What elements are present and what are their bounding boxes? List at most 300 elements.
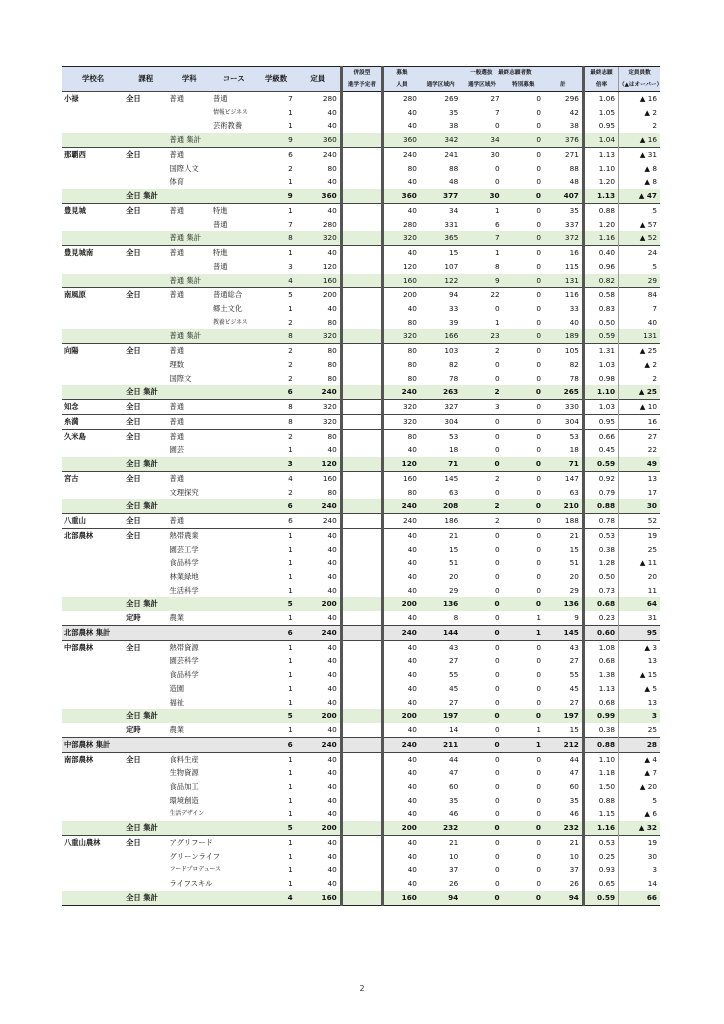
- cell-recruit: 40: [383, 611, 420, 625]
- cell-joint: [341, 119, 382, 133]
- cell-total: 55: [569, 670, 579, 680]
- cell-course2: [211, 471, 257, 485]
- cell-course: 全日: [124, 752, 167, 766]
- cell-course: 全日: [124, 528, 167, 542]
- cell-special: 0: [503, 329, 544, 343]
- cell-capacity: 80: [327, 359, 337, 369]
- cell-classes: 1: [288, 304, 293, 314]
- cell-capacity: 320: [296, 400, 342, 415]
- cell-total: 105: [544, 344, 583, 358]
- cell-school: 豊見城南: [62, 246, 124, 260]
- cell-school: 那覇西: [62, 147, 124, 161]
- cell-recruit: 80: [383, 162, 420, 176]
- cell-capacity: 40: [296, 835, 342, 849]
- cell-recruit: 200: [383, 709, 420, 723]
- cell-dept: 国際文: [169, 373, 192, 383]
- cell-ratio: 0.88: [583, 794, 618, 808]
- cell-vacancy: 31: [619, 611, 660, 625]
- cell-course: 全日: [124, 429, 167, 443]
- cell-recruit: 160: [383, 274, 420, 288]
- cell-vacancy: 19: [619, 528, 660, 542]
- cell-course: [124, 175, 167, 189]
- cell-school: [62, 807, 124, 821]
- subtotal-row: [62, 385, 660, 399]
- cell-ratio: 1.15: [583, 807, 618, 821]
- admissions-table: [62, 66, 663, 906]
- cell-in-district: 15: [420, 246, 461, 260]
- cell-course: [124, 133, 167, 147]
- cell-classes: 1: [288, 725, 293, 735]
- cell-recruit: 40: [383, 203, 420, 217]
- cell-out-district: 23: [461, 329, 502, 343]
- cell-course: 全日 集計: [124, 597, 167, 611]
- cell-ratio: 0.65: [583, 877, 618, 891]
- cell-recruit: 280: [383, 92, 420, 106]
- table-row: [62, 316, 660, 330]
- cell-course: 全日: [124, 471, 167, 485]
- cell-dept: 普通 集計: [168, 274, 211, 288]
- cell-capacity: 200: [296, 709, 342, 723]
- cell-total: 46: [569, 809, 579, 819]
- cell-school: [62, 850, 124, 864]
- cell-special: 0: [503, 231, 544, 245]
- cell-course: 全日: [124, 414, 167, 429]
- cell-joint: [341, 162, 382, 176]
- cell-recruit: 320: [383, 231, 420, 245]
- cell-out-district: 0: [494, 544, 500, 554]
- cell-classes: 3: [256, 457, 295, 471]
- cell-dept: [168, 499, 211, 513]
- cell-joint: [341, 443, 382, 457]
- cell-joint: [341, 640, 382, 654]
- cell-in-district: 377: [420, 189, 461, 203]
- cell-special: 0: [536, 373, 541, 383]
- cell-ratio: 0.93: [583, 863, 618, 877]
- cell-dept: 生活デザイン: [169, 810, 204, 818]
- cell-out-district: 0: [494, 851, 500, 861]
- subtotal-row: [62, 274, 660, 288]
- cell-classes: 8: [256, 329, 295, 343]
- cell-course: 全日: [124, 514, 167, 529]
- cell-joint: [341, 780, 382, 794]
- table-row: [62, 471, 660, 485]
- cell-recruit: 320: [383, 329, 420, 343]
- cell-course: [124, 443, 167, 457]
- cell-out-district: 1: [494, 317, 500, 327]
- cell-ratio: 0.95: [583, 119, 618, 133]
- header-joint-top: 併設型: [341, 67, 382, 80]
- subtotal-row: [62, 231, 660, 245]
- header-recruit-top: 募集: [383, 67, 420, 80]
- cell-recruit: 80: [383, 429, 420, 443]
- cell-course2: [211, 147, 257, 161]
- cell-out-district: 0: [461, 891, 502, 905]
- cell-course2: [211, 780, 257, 794]
- table-row: [62, 584, 660, 598]
- cell-dept: アグリフード: [168, 835, 211, 849]
- cell-ratio: 0.53: [583, 835, 618, 849]
- cell-in-district: 55: [448, 670, 459, 680]
- cell-capacity: 40: [327, 585, 337, 595]
- table-row: [62, 358, 660, 372]
- cell-capacity: 40: [327, 809, 337, 819]
- school-total-row: [62, 737, 660, 752]
- cell-course: [124, 274, 167, 288]
- cell-vacancy: 84: [619, 288, 660, 302]
- cell-special: 0: [536, 656, 541, 666]
- cell-dept: 普通: [168, 92, 211, 106]
- cell-in-district: 88: [448, 163, 459, 173]
- cell-out-district: 0: [494, 795, 500, 805]
- cell-out-district: 0: [461, 457, 502, 471]
- cell-in-district: 94: [420, 891, 461, 905]
- cell-in-district: 38: [448, 121, 459, 131]
- cell-course: [124, 231, 167, 245]
- cell-school: [62, 119, 124, 133]
- cell-joint: [341, 709, 382, 723]
- cell-joint: [341, 260, 382, 274]
- cell-capacity: 200: [296, 597, 342, 611]
- cell-dept: 普通: [168, 288, 211, 302]
- cell-special: 0: [503, 640, 544, 654]
- cell-vacancy: 7: [619, 302, 660, 316]
- cell-in-district: 21: [420, 528, 461, 542]
- table-row: [62, 443, 660, 457]
- cell-classes: 2: [288, 359, 293, 369]
- cell-in-district: 33: [448, 304, 459, 314]
- subtotal-row: [62, 891, 660, 905]
- cell-dept: 園芸工学: [169, 544, 199, 554]
- cell-dept: 普通: [168, 147, 211, 161]
- cell-ratio: 1.13: [583, 682, 618, 696]
- cell-classes: 1: [288, 795, 293, 805]
- cell-ratio: 0.40: [583, 246, 618, 260]
- cell-ratio: 0.60: [583, 625, 618, 640]
- cell-school: [62, 556, 124, 570]
- cell-special: 0: [536, 177, 541, 187]
- cell-vacancy: ▲ 31: [619, 147, 660, 161]
- cell-school: [62, 584, 124, 598]
- cell-course: [124, 877, 167, 891]
- cell-recruit: 40: [383, 556, 420, 570]
- cell-school: [62, 543, 124, 557]
- cell-school: [62, 794, 124, 808]
- cell-special: 0: [536, 781, 541, 791]
- cell-out-district: 0: [461, 835, 502, 849]
- cell-course: 全日: [124, 400, 167, 415]
- cell-recruit: 40: [383, 877, 420, 891]
- cell-school: [62, 231, 124, 245]
- cell-classes: 1: [288, 851, 293, 861]
- cell-joint: [341, 189, 382, 203]
- header-vacancy-bottom: （▲はオーバー）: [619, 79, 660, 92]
- cell-course2: 情報ビジネス: [212, 108, 248, 116]
- cell-dept: 国際人文: [169, 163, 199, 173]
- header-course2: コース: [211, 67, 257, 92]
- cell-classes: 5: [256, 597, 295, 611]
- cell-dept: 普通: [168, 400, 211, 415]
- cell-joint: [341, 611, 382, 625]
- cell-joint: [341, 863, 382, 877]
- cell-special: 0: [536, 851, 541, 861]
- cell-course: 全日 集計: [124, 457, 167, 471]
- cell-dept: 熱帯農業: [168, 528, 211, 542]
- cell-school: [62, 611, 124, 625]
- cell-in-district: 122: [420, 274, 461, 288]
- cell-total: 48: [569, 177, 579, 187]
- cell-in-district: 35: [448, 107, 459, 117]
- table-row: [62, 766, 660, 780]
- cell-total: 147: [544, 471, 583, 485]
- cell-classes: 1: [288, 613, 293, 623]
- cell-recruit: 40: [383, 543, 420, 557]
- cell-ratio: 0.68: [583, 597, 618, 611]
- cell-ratio: 0.50: [583, 570, 618, 584]
- cell-school: [62, 766, 124, 780]
- cell-capacity: 40: [296, 203, 342, 217]
- cell-dept: 環境創造: [169, 795, 199, 805]
- cell-school: [62, 709, 124, 723]
- cell-vacancy: ▲ 2: [619, 106, 660, 120]
- cell-school: [62, 162, 124, 176]
- cell-school: [62, 385, 124, 399]
- cell-school: [62, 302, 124, 316]
- cell-course2: 教養ビジネス: [212, 318, 248, 326]
- cell-total: 53: [544, 429, 583, 443]
- cell-ratio: 0.68: [583, 696, 618, 710]
- cell-dept: 食品加工: [169, 781, 199, 791]
- cell-course2: [211, 752, 257, 766]
- cell-classes: 3: [288, 261, 293, 271]
- cell-total: 271: [544, 147, 583, 161]
- cell-capacity: 40: [327, 781, 337, 791]
- table-row: [62, 528, 660, 542]
- cell-recruit: 40: [383, 584, 420, 598]
- cell-course2: [211, 835, 257, 849]
- cell-vacancy: 13: [619, 696, 660, 710]
- cell-course2: 特進: [211, 203, 257, 217]
- cell-total: 94: [544, 891, 583, 905]
- cell-special: 0: [503, 414, 544, 429]
- cell-joint: [341, 175, 382, 189]
- cell-school: 中部農林 集計: [62, 737, 124, 752]
- cell-out-district: 0: [494, 487, 500, 497]
- cell-course2: [211, 457, 257, 471]
- cell-course2: 普通: [211, 92, 257, 106]
- cell-in-district: 71: [420, 457, 461, 471]
- cell-joint: [341, 668, 382, 682]
- cell-course: [124, 372, 167, 386]
- cell-total: 10: [569, 851, 579, 861]
- cell-classes: 1: [288, 121, 293, 131]
- cell-joint: [341, 625, 382, 640]
- cell-course: [124, 358, 167, 372]
- cell-special: 0: [503, 344, 544, 358]
- cell-recruit: 40: [383, 302, 420, 316]
- cell-dept: [168, 737, 211, 752]
- cell-ratio: 1.50: [583, 780, 618, 794]
- cell-dept: 熱帯資源: [168, 640, 211, 654]
- cell-capacity: 40: [327, 445, 337, 455]
- cell-total: 43: [544, 640, 583, 654]
- cell-classes: 6: [256, 514, 295, 529]
- table-row: [62, 835, 660, 849]
- table-row: [62, 203, 660, 217]
- cell-classes: 6: [256, 625, 295, 640]
- cell-joint: [341, 400, 382, 415]
- cell-vacancy: ▲ 16: [619, 133, 660, 147]
- cell-course2: [211, 737, 257, 752]
- cell-course: [124, 780, 167, 794]
- cell-ratio: 0.73: [583, 584, 618, 598]
- cell-school: [62, 274, 124, 288]
- cell-total: 232: [544, 821, 583, 835]
- cell-total: 407: [544, 189, 583, 203]
- cell-dept: 普通 集計: [168, 231, 211, 245]
- cell-special: 0: [536, 107, 541, 117]
- cell-in-district: 94: [420, 288, 461, 302]
- subtotal-row: [62, 457, 660, 471]
- cell-vacancy: ▲ 20: [619, 780, 660, 794]
- cell-school: [62, 175, 124, 189]
- cell-total: 21: [544, 835, 583, 849]
- cell-vacancy: ▲ 25: [619, 385, 660, 399]
- subtotal-row: [62, 189, 660, 203]
- table-row: [62, 260, 660, 274]
- cell-total: 131: [544, 274, 583, 288]
- cell-classes: 1: [256, 246, 295, 260]
- cell-total: 71: [544, 457, 583, 471]
- cell-special: 0: [536, 697, 541, 707]
- cell-dept: フードプロデュース: [169, 866, 221, 874]
- cell-classes: 4: [256, 274, 295, 288]
- subtotal-row: [62, 329, 660, 343]
- cell-out-district: 0: [494, 359, 500, 369]
- cell-capacity: 200: [296, 821, 342, 835]
- admissions-table-sheet: [62, 66, 663, 906]
- cell-dept: 食品科学: [169, 670, 199, 680]
- cell-capacity: 160: [296, 274, 342, 288]
- cell-in-district: 78: [448, 373, 459, 383]
- cell-total: 63: [569, 487, 579, 497]
- cell-in-district: 211: [420, 737, 461, 752]
- table-row: [62, 556, 660, 570]
- cell-joint: [341, 274, 382, 288]
- cell-course2: 芸術教養: [212, 121, 243, 131]
- cell-capacity: 80: [327, 373, 337, 383]
- cell-recruit: 80: [383, 344, 420, 358]
- cell-special: 0: [536, 795, 541, 805]
- cell-in-district: 47: [448, 768, 459, 778]
- cell-in-district: 20: [448, 571, 459, 581]
- cell-special: 0: [536, 445, 541, 455]
- cell-capacity: 40: [327, 571, 337, 581]
- cell-capacity: 80: [296, 429, 342, 443]
- cell-capacity: 320: [296, 414, 342, 429]
- cell-ratio: 0.88: [583, 203, 618, 217]
- cell-joint: [341, 316, 382, 330]
- cell-dept: 文理探究: [169, 487, 199, 497]
- cell-special: 0: [503, 752, 544, 766]
- cell-school: 糸満: [62, 414, 124, 429]
- cell-ratio: 0.25: [583, 850, 618, 864]
- cell-special: 0: [503, 246, 544, 260]
- cell-special: 0: [536, 261, 541, 271]
- table-row: [62, 400, 660, 415]
- cell-course2: [211, 400, 257, 415]
- cell-recruit: 40: [383, 766, 420, 780]
- cell-total: 15: [569, 544, 579, 554]
- cell-joint: [341, 486, 382, 500]
- cell-school: 知念: [62, 400, 124, 415]
- cell-joint: [341, 288, 382, 302]
- cell-course2: [211, 584, 257, 598]
- cell-in-district: 145: [420, 471, 461, 485]
- cell-total: 35: [569, 795, 579, 805]
- cell-classes: 1: [288, 656, 293, 666]
- cell-dept: 普通 集計: [168, 329, 211, 343]
- cell-joint: [341, 682, 382, 696]
- cell-dept: [168, 218, 211, 232]
- cell-course: [124, 119, 167, 133]
- cell-dept: [168, 597, 211, 611]
- cell-in-district: 10: [448, 851, 459, 861]
- cell-in-district: 35: [448, 795, 459, 805]
- cell-ratio: 1.16: [583, 231, 618, 245]
- cell-ratio: 0.98: [583, 372, 618, 386]
- cell-vacancy: 131: [619, 329, 660, 343]
- cell-course: [124, 654, 167, 668]
- cell-recruit: 360: [383, 189, 420, 203]
- cell-joint: [341, 302, 382, 316]
- cell-dept: 林業緑地: [169, 571, 199, 581]
- cell-course: [124, 807, 167, 821]
- table-row: [62, 106, 660, 120]
- cell-capacity: 40: [327, 613, 337, 623]
- cell-school: 中部農林: [62, 640, 124, 654]
- cell-special: 0: [503, 457, 544, 471]
- cell-recruit: 40: [383, 443, 420, 457]
- cell-out-district: 1: [461, 203, 502, 217]
- cell-joint: [341, 877, 382, 891]
- table-row: [62, 850, 660, 864]
- cell-recruit: 240: [383, 737, 420, 752]
- cell-ratio: 0.82: [583, 274, 618, 288]
- cell-recruit: 320: [383, 400, 420, 415]
- cell-course2: [211, 611, 257, 625]
- header-joint-bottom: 進学予定者: [341, 79, 382, 92]
- cell-total: 16: [544, 246, 583, 260]
- cell-course2: [211, 654, 257, 668]
- cell-total: 18: [569, 445, 579, 455]
- cell-ratio: 0.88: [583, 499, 618, 513]
- cell-course: 全日: [124, 344, 167, 358]
- cell-course: [124, 316, 167, 330]
- cell-capacity: 280: [296, 92, 342, 106]
- cell-special: 1: [503, 737, 544, 752]
- table-row: [62, 429, 660, 443]
- cell-out-district: 0: [494, 558, 500, 568]
- cell-joint: [341, 471, 382, 485]
- cell-out-district: 0: [494, 725, 500, 735]
- cell-vacancy: 30: [619, 850, 660, 864]
- cell-classes: 5: [256, 821, 295, 835]
- cell-recruit: 80: [383, 486, 420, 500]
- cell-recruit: 40: [383, 682, 420, 696]
- table-header: [62, 67, 663, 92]
- cell-recruit: 280: [383, 218, 420, 232]
- cell-course: [124, 106, 167, 120]
